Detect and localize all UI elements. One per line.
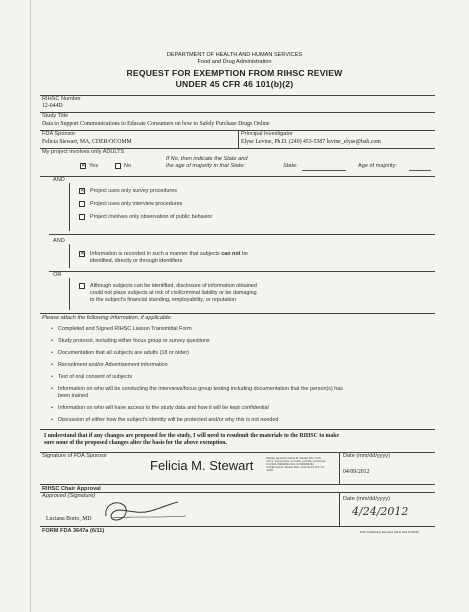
form-title-line1: REQUEST FOR EXEMPTION FROM RIHSC REVIEW: [126, 68, 343, 78]
sponsor-label: FDA Sponsor: [42, 131, 76, 137]
investigator-value: Elyse Levine, Ph.D. (240) 453-5387 levine_elyse@bah.com: [241, 139, 381, 145]
attach-item: • Study protocol, including either focus group or survey questions: [58, 338, 210, 344]
no-risk-line1: Although subjects can be identified, disclosure of information obtained: [90, 283, 257, 289]
divider: [339, 452, 340, 484]
if-no-line2: the age of majority in that State:: [166, 163, 245, 169]
rihsc-number-label: RIHSC Number: [42, 96, 81, 102]
chair-approval-label: RIHSC Chair Approval: [42, 486, 101, 492]
divider: [69, 244, 70, 268]
resubmit-statement-line2: sure none of the proposed changes alter the basis for the above exemption.: [44, 440, 227, 446]
sponsor-value: Felicia Stewart, MA, CDER/OCOMM: [42, 139, 132, 145]
investigator-label: Principal Investigator: [241, 131, 293, 137]
form-id: FORM FDA 3647a (6/11): [42, 528, 105, 534]
divider: [40, 176, 435, 177]
not-identified-line2: identified, directly or through identifiers: [90, 258, 183, 264]
survey-procedures-label: Project uses only survey procedures: [90, 188, 177, 194]
approved-signature-label: Approved (Signature): [42, 493, 96, 499]
attach-item: • Information on who will have access to the study data and how it will be kept confidential: [58, 405, 269, 411]
age-of-majority-field[interactable]: [409, 170, 431, 171]
divider: [40, 492, 435, 493]
department-name: DEPARTMENT OF HEALTH AND HUMAN SERVICES: [166, 52, 303, 58]
chair-date-handwritten: 4/24/2012: [352, 505, 409, 518]
or-label: OR: [53, 272, 62, 278]
form-title-line2: UNDER 45 CFR 46 101(b)(2): [175, 79, 294, 89]
divider: [69, 183, 70, 231]
study-title-label: Study Title: [42, 113, 69, 119]
interview-procedures-checkbox[interactable]: [79, 201, 85, 207]
not-identified-checkbox[interactable]: [79, 251, 85, 257]
sponsor-digital-signature: [150, 456, 326, 476]
rihsc-number-value: 12-044D: [42, 103, 63, 109]
divider: [40, 429, 435, 430]
divider: [49, 234, 435, 235]
sponsor-signature-name: Felicia M. Stewart: [150, 458, 254, 473]
not-identified-line1: Information is recorded in such a manner that subjects can not be: [90, 251, 248, 257]
divider: [238, 130, 239, 148]
publishing-note: PSC Publishing Services (301) 443-6740 EF: [360, 530, 420, 534]
divider: [40, 112, 435, 113]
attach-item: • Documentation that all subjects are adults (18 or older): [58, 350, 189, 356]
adults-yes-checkbox[interactable]: [80, 163, 86, 169]
sponsor-date-label: Date (mm/dd/yyyy): [343, 453, 390, 459]
chair-name: Luciana Borio, MD: [46, 516, 92, 522]
sponsor-signature-label: Signature of FDA Sponsor: [42, 453, 107, 459]
if-no-line1: If No, then indicate the State and: [166, 156, 248, 162]
chair-date-label: Date (mm/dd/yyyy): [343, 496, 390, 502]
public-observation-label: Project involves only observation of public behavior: [90, 214, 213, 220]
divider: [339, 492, 340, 526]
public-observation-checkbox[interactable]: [79, 214, 85, 220]
chair-handwritten-signature: [100, 496, 190, 524]
attach-item: • Recruitment and/or Advertisement information: [58, 362, 168, 368]
adults-yes-label: Yes: [89, 163, 99, 169]
and-label: AND: [53, 177, 65, 183]
resubmit-statement-line1: I understand that if any changes are proposed for the study, I will need to resubmit the materials to the RIHSC to make: [44, 433, 340, 439]
divider: [40, 484, 435, 485]
survey-procedures-checkbox[interactable]: [79, 188, 85, 194]
adults-label: My project involves only ADULTS: [42, 149, 125, 155]
attach-item: • Information on who will be conducting the interviews/focus group testing including documentation that the person(s) has: [58, 386, 343, 392]
state-label: State:: [283, 163, 298, 169]
no-risk-line2: could not place subjects at risk of civil/criminal liability or be damaging: [90, 290, 257, 296]
adults-no-label: No: [124, 163, 132, 169]
attach-item: • Discussion of either how the subject's identity will be protected and/or why this is not needed: [58, 417, 278, 423]
divider: [49, 271, 435, 272]
and-label: AND: [53, 238, 65, 244]
agency-name: Food and Drug Administration: [197, 59, 272, 65]
adults-no-checkbox[interactable]: [115, 163, 121, 169]
digital-signature-note: Digitally signed by Felicia M. Stewart DN: c=US, o=U.S. Government, ou=HHS, ou=FDA, ou=People, 0.9.2342.19200300.100.1.1=1300004493, cn=FELICIA M. Stewart Date: 2012.04.09 16:17:17 -04'00': [266, 457, 326, 473]
attach-instructions: Please attach the following information, if applicable:: [42, 315, 172, 321]
margin-line: [30, 0, 31, 612]
study-title-value: Data to Support Communications to Educate Consumers on how to Safely Purchase Drugs Online: [42, 121, 270, 127]
divider: [40, 95, 435, 96]
attach-item-continuation: been trained: [58, 393, 88, 399]
sponsor-date-value: 04/09/2012: [343, 469, 370, 475]
interview-procedures-label: Project uses only interview procedures: [90, 201, 183, 207]
divider: [40, 526, 435, 527]
divider: [40, 313, 435, 314]
age-of-majority-label: Age of majority:: [358, 163, 397, 169]
no-risk-line3: to the subject's financial standing, employability, or reputation: [90, 297, 236, 303]
no-risk-checkbox[interactable]: [79, 283, 85, 289]
divider: [69, 278, 70, 310]
attach-item: • Completed and Signed RIHSC Liaison Transmittal Form: [58, 326, 192, 332]
attach-item: • Text of oral consent of subjects: [58, 374, 132, 380]
state-field[interactable]: [302, 170, 346, 171]
